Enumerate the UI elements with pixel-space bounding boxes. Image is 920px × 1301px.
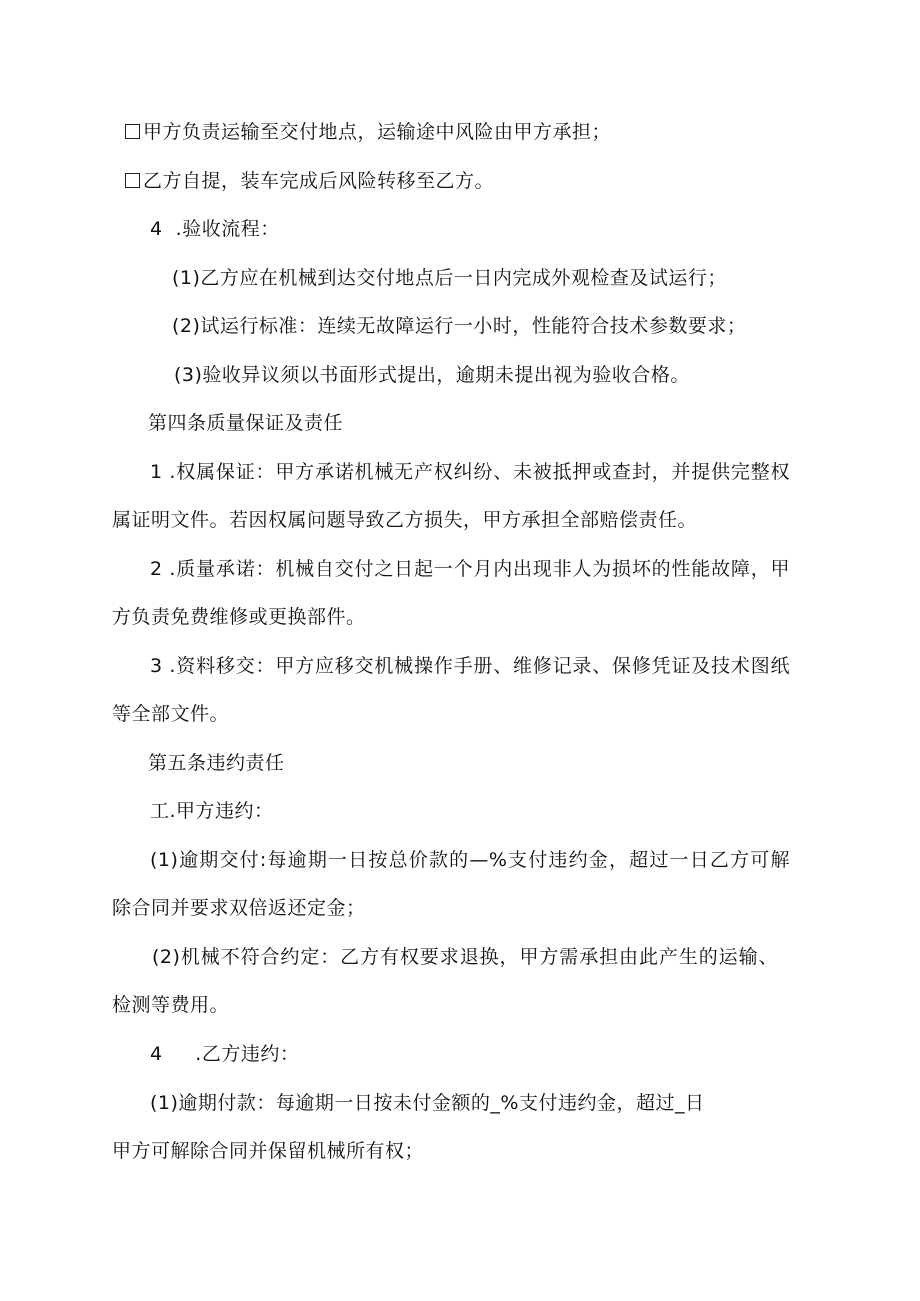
paragraph: 检测等费用。	[112, 994, 230, 1016]
paragraph: 除合同并要求双倍返还定金；	[112, 897, 366, 919]
paragraph: 等全部文件。	[112, 703, 230, 725]
option-text: 甲方负责运输至交付地点，运输途中风险由甲方承担；	[143, 121, 612, 143]
option-text: 乙方自提，装车完成后风险转移至乙方。	[143, 170, 495, 192]
paragraph: 3 .资料移交：甲方应移交机械操作手册、维修记录、保修凭证及技术图纸	[150, 655, 790, 677]
section-heading: 4 .验收流程：	[150, 218, 280, 240]
paragraph: 属证明文件。若因权属问题导致乙方损失，甲方承担全部赔偿责任。	[112, 509, 698, 531]
paragraph: 甲方可解除合同并保留机械所有权；	[112, 1140, 425, 1162]
paragraph: (1)逾期交付:每逾期一日按总价款的—%支付违约金，超过一日乙方可解	[150, 849, 790, 871]
paragraph: 1 .权属保证：甲方承诺机械无产权纠纷、未被抵押或查封，并提供完整权	[150, 461, 790, 483]
article-heading: 第五条违约责任	[148, 752, 285, 774]
paragraph: 2 .质量承诺：机械自交付之日起一个月内出现非人为损坏的性能故障，甲	[150, 558, 790, 580]
paragraph: (1)乙方应在机械到达交付地点后一日内完成外观检查及试运行；	[172, 267, 727, 289]
checkbox-icon[interactable]	[125, 124, 140, 139]
section-heading: 4 .乙方违约：	[150, 1043, 300, 1065]
paragraph: (2)机械不符合约定：乙方有权要求退换，甲方需承担由此产生的运输、	[152, 946, 778, 968]
paragraph: (3)验收异议须以书面形式提出，逾期未提出视为验收合格。	[174, 364, 690, 386]
checkbox-icon[interactable]	[125, 173, 140, 188]
checkbox-option-seller-transport	[125, 120, 611, 144]
article-heading: 第四条质量保证及责任	[148, 412, 344, 434]
paragraph: (1)逾期付款：每逾期一日按未付金额的_%支付违约金，超过_日	[150, 1092, 705, 1114]
paragraph: (2)试运行标准：连续无故障运行一小时，性能符合技术参数要求；	[172, 315, 747, 337]
section-heading: 工.甲方违约：	[150, 800, 274, 822]
checkbox-option-buyer-pickup	[125, 169, 494, 193]
paragraph: 方负责免费维修或更换部件。	[112, 606, 366, 628]
